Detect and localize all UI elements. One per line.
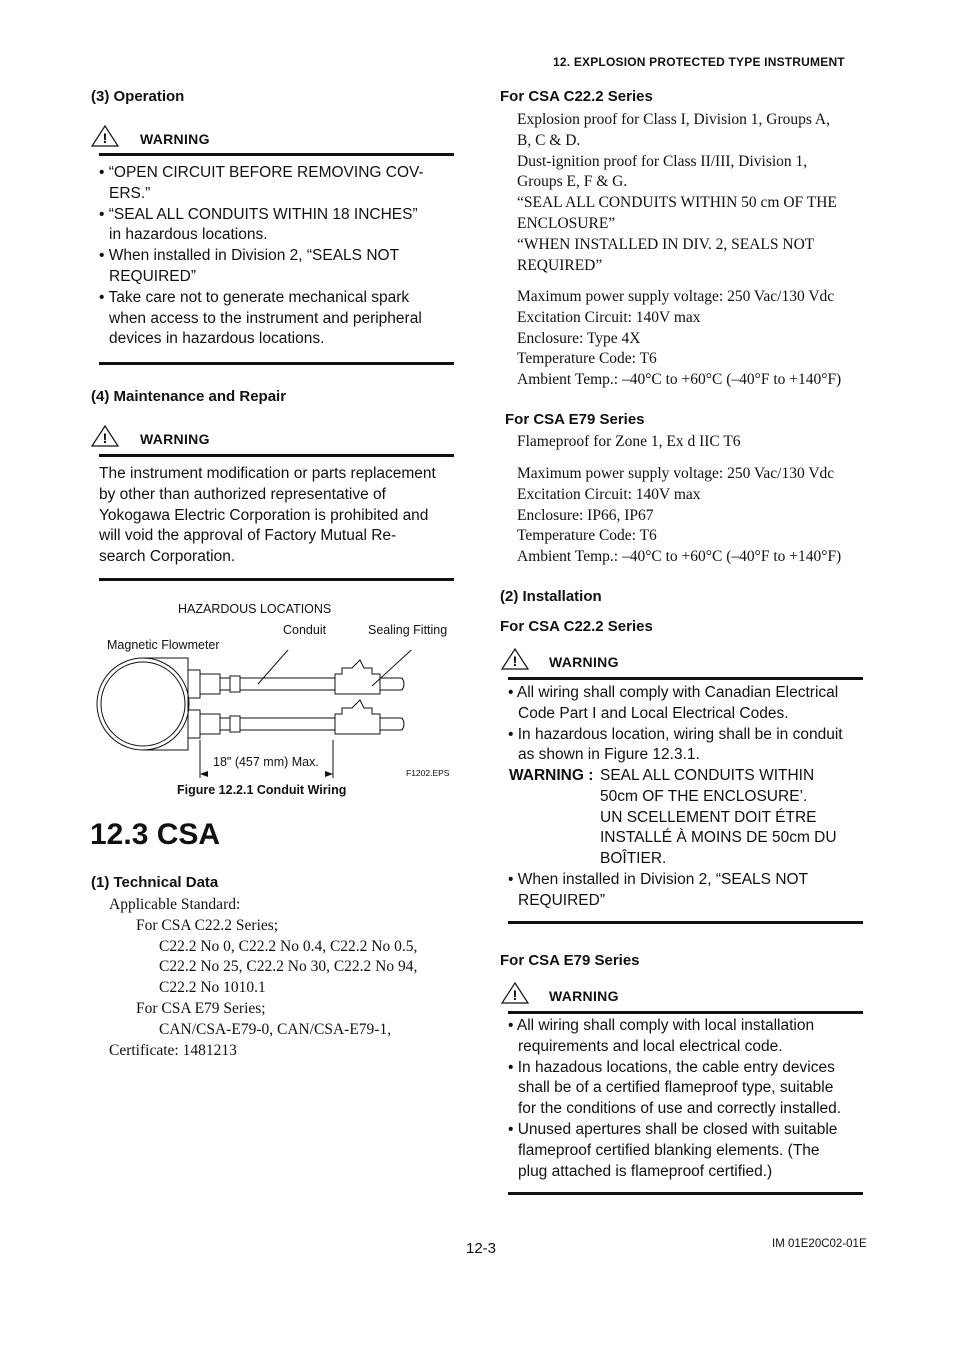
bullet-line: in hazardous locations. xyxy=(109,226,268,244)
text-line: Enclosure: Type 4X xyxy=(517,329,641,347)
svg-text:!: ! xyxy=(102,130,108,146)
figure-file-name: F1202.EPS xyxy=(406,768,450,778)
text-line: C22.2 No 25, C22.2 No 30, C22.2 No 94, xyxy=(159,958,418,976)
figure-label-hazardous: HAZARDOUS LOCATIONS xyxy=(178,602,332,616)
svg-text:!: ! xyxy=(512,653,518,669)
figure-label-sealing: Sealing Fitting xyxy=(368,623,448,637)
inline-warning-text xyxy=(600,766,837,870)
text-line: Temperature Code: T6 xyxy=(517,350,657,368)
bullet-line: for the conditions of use and correctly installed. xyxy=(518,1100,842,1118)
c222-para2 xyxy=(517,287,841,391)
maintenance-text xyxy=(99,464,459,568)
text-line: INSTALLÉ À MOINS DE 50cm DU xyxy=(600,829,837,847)
text-line: REQUIRED” xyxy=(517,256,603,274)
bullet-line: • In hazardous location, wiring shall be in conduit xyxy=(508,725,843,743)
text-line: will void the approval of Factory Mutual Re- xyxy=(99,527,397,545)
bullet-line: Code Part I and Local Electrical Codes. xyxy=(518,704,789,722)
warning-rule-top xyxy=(99,153,454,156)
text-line: ENCLOSURE” xyxy=(517,214,616,232)
bullet-line: ERS.” xyxy=(109,184,151,202)
bullet-line: • All wiring shall comply with Canadian Electrical xyxy=(508,684,839,701)
text-line: search Corporation. xyxy=(99,548,236,566)
text-line: Applicable Standard: xyxy=(109,896,241,913)
document-id: IM 01E20C02-01E xyxy=(772,1238,867,1250)
text-line: UN SCELLEMENT DOIT ÉTRE xyxy=(600,808,817,826)
tech-data-heading: (1) Technical Data xyxy=(91,874,219,891)
c222-para1 xyxy=(517,110,837,276)
text-line: C22.2 No 0, C22.2 No 0.4, C22.2 No 0.5, xyxy=(159,937,418,955)
text-line: Groups E, F & G. xyxy=(517,173,628,191)
bullet-line: requirements and local electrical code. xyxy=(518,1037,783,1055)
bullet-line: • In hazadous locations, the cable entry devices xyxy=(508,1058,835,1076)
text-line: Explosion proof for Class I, Division 1, Groups A, xyxy=(517,111,831,128)
operation-bullets xyxy=(99,163,454,350)
warning-rule-bottom xyxy=(508,921,863,924)
text-line: Yokogawa Electric Corporation is prohibited and xyxy=(99,506,429,524)
warning-rule-top xyxy=(508,677,863,680)
text-line: Maximum power supply voltage: 250 Vac/130 Vdc xyxy=(517,288,835,305)
text-line: SEAL ALL CONDUITS WITHIN xyxy=(600,767,815,784)
bullet-line: • “OPEN CIRCUIT BEFORE REMOVING COV- xyxy=(99,164,424,181)
text-line: 50cm OF THE ENCLOSURE’. xyxy=(600,787,808,805)
warning-rule-top xyxy=(99,454,454,457)
warning-label: WARNING xyxy=(140,431,210,447)
bullet-line: devices in hazardous locations. xyxy=(109,330,325,348)
bullet-line: as shown in Figure 12.3.1. xyxy=(518,746,700,764)
inline-warning-label: WARNING : xyxy=(509,767,594,784)
bullet-line: • When installed in Division 2, “SEALS NOT xyxy=(508,871,809,888)
warning-triangle-icon xyxy=(500,981,530,1005)
figure-dimension-label: 18" (457 mm) Max. xyxy=(213,755,319,769)
bullet-line: REQUIRED” xyxy=(109,267,196,285)
text-line: For CSA C22.2 Series; xyxy=(136,916,279,934)
figure-label-conduit: Conduit xyxy=(283,623,327,637)
installation-e79-bullets xyxy=(508,1016,868,1182)
figure-caption: Figure 12.2.1 Conduit Wiring xyxy=(177,783,347,797)
warning-triangle-icon xyxy=(90,424,120,448)
warning-label: WARNING xyxy=(549,654,619,670)
section-title: 12.3 CSA xyxy=(90,818,221,851)
text-line: CAN/CSA-E79-0, CAN/CSA-E79-1, xyxy=(159,1020,392,1038)
text-line: The instrument modification or parts replacement xyxy=(99,465,436,482)
installation-c222-heading: For CSA C22.2 Series xyxy=(500,618,653,635)
e79-para1 xyxy=(517,432,741,453)
bullet-line: REQUIRED” xyxy=(518,891,605,909)
bullet-line: • When installed in Division 2, “SEALS NOT xyxy=(99,247,400,265)
bullet-line: flameproof certified blanking elements. (The xyxy=(518,1141,820,1159)
text-line: C22.2 No 1010.1 xyxy=(159,979,266,997)
text-line: Excitation Circuit: 140V max xyxy=(517,485,701,503)
text-line: Enclosure: IP66, IP67 xyxy=(517,506,654,524)
installation-c222-bullets xyxy=(508,683,868,766)
e79-para2 xyxy=(517,464,841,568)
bullet-line: • “SEAL ALL CONDUITS WITHIN 18 INCHES” xyxy=(99,205,418,223)
bullet-line: • Take care not to generate mechanical spark xyxy=(99,288,410,306)
maintenance-heading: (4) Maintenance and Repair xyxy=(91,388,287,405)
running-header: 12. EXPLOSION PROTECTED TYPE INSTRUMENT xyxy=(553,55,845,69)
text-line: Ambient Temp.: –40°C to +60°C (–40°F to +140°F) xyxy=(517,548,842,566)
svg-text:!: ! xyxy=(102,430,108,446)
warning-rule-bottom xyxy=(508,1192,863,1195)
warning-rule-bottom xyxy=(99,362,454,365)
bullet-line: • Unused apertures shall be closed with suitable xyxy=(508,1120,838,1138)
text-line: For CSA E79 Series; xyxy=(136,999,266,1017)
installation-c222-bullets-b xyxy=(508,870,808,912)
text-line: Certificate: 1481213 xyxy=(109,1041,237,1059)
installation-e79-heading: For CSA E79 Series xyxy=(500,952,640,969)
warning-rule-top xyxy=(508,1011,863,1014)
text-line: “WHEN INSTALLED IN DIV. 2, SEALS NOT xyxy=(517,235,815,253)
text-line: Dust-ignition proof for Class II/III, Division 1, xyxy=(517,152,808,170)
bullet-line: • All wiring shall comply with local installation xyxy=(508,1017,815,1034)
warning-triangle-icon xyxy=(90,124,120,148)
svg-text:!: ! xyxy=(512,987,518,1003)
text-line: Temperature Code: T6 xyxy=(517,527,657,545)
installation-heading: (2) Installation xyxy=(500,588,602,605)
text-line: “SEAL ALL CONDUITS WITHIN 50 cm OF THE xyxy=(517,194,837,212)
operation-heading: (3) Operation xyxy=(91,88,185,105)
c222-heading: For CSA C22.2 Series xyxy=(500,88,653,105)
figure-label-flowmeter: Magnetic Flowmeter xyxy=(107,638,220,652)
text-line: B, C & D. xyxy=(517,131,581,149)
warning-label: WARNING xyxy=(140,131,210,147)
warning-triangle-icon xyxy=(500,647,530,671)
warning-label: WARNING xyxy=(549,988,619,1004)
tech-data-text xyxy=(109,895,417,1061)
text-line: Maximum power supply voltage: 250 Vac/130 Vdc xyxy=(517,465,835,482)
text-line: Flameproof for Zone 1, Ex d IIC T6 xyxy=(517,433,741,450)
text-line: Excitation Circuit: 140V max xyxy=(517,308,701,326)
text-line: BOÎTIER. xyxy=(600,850,667,868)
e79-heading: For CSA E79 Series xyxy=(505,411,645,428)
warning-rule-bottom xyxy=(99,578,454,581)
text-line: by other than authorized representative of xyxy=(99,485,386,503)
bullet-line: shall be of a certified flameproof type, suitable xyxy=(518,1079,834,1097)
page-number: 12-3 xyxy=(466,1240,497,1257)
bullet-line: plug attached is flameproof certified.) xyxy=(518,1162,773,1180)
bullet-line: when access to the instrument and peripheral xyxy=(109,309,422,327)
text-line: Ambient Temp.: –40°C to +60°C (–40°F to +140°F) xyxy=(517,371,842,389)
